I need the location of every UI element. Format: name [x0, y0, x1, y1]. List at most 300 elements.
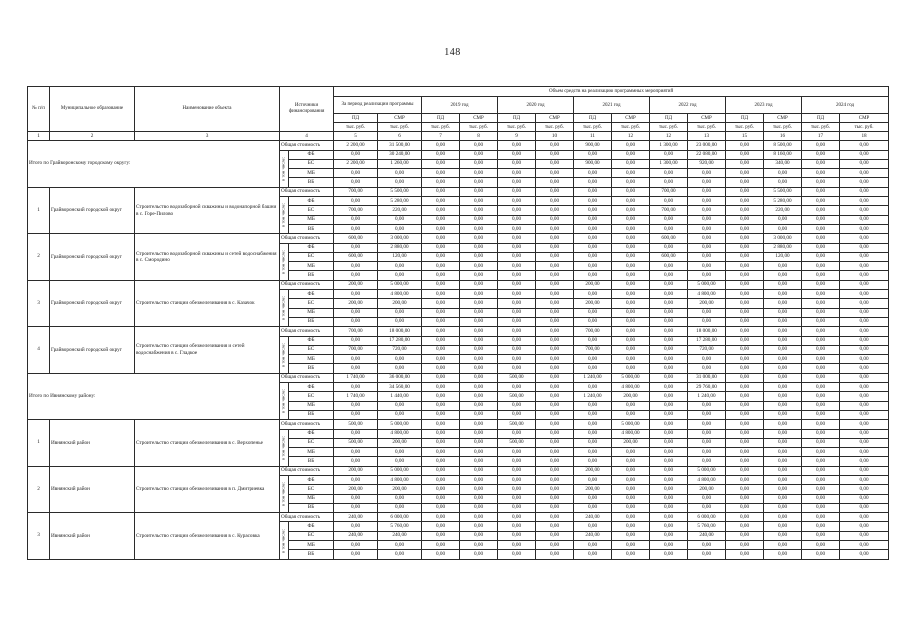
including-label — [280, 150, 289, 187]
value-cell: 0,00 — [536, 401, 574, 410]
value-cell: 0,00 — [840, 271, 889, 280]
value-cell: 0,00 — [726, 243, 764, 252]
value-cell: 0,00 — [378, 262, 422, 271]
value-cell: 0,00 — [802, 364, 840, 373]
value-cell: 23 000,00 — [688, 141, 726, 150]
value-cell: 0,00 — [422, 178, 460, 187]
header-unit: тыс. руб. — [498, 123, 536, 132]
value-cell: 0,00 — [612, 159, 650, 168]
value-cell: 0,00 — [498, 327, 536, 336]
value-cell: 0,00 — [726, 401, 764, 410]
value-cell: 720,00 — [378, 345, 422, 354]
value-cell: 0,00 — [726, 197, 764, 206]
value-cell: 0,00 — [840, 159, 889, 168]
value-cell: 0,00 — [422, 290, 460, 299]
value-cell: 700,00 — [650, 206, 688, 215]
value-cell: 0,00 — [688, 234, 726, 243]
value-cell: 1 740,00 — [334, 392, 378, 401]
value-cell: 0,00 — [650, 541, 688, 550]
value-cell: 0,00 — [422, 401, 460, 410]
value-cell: 0,00 — [840, 243, 889, 252]
value-cell: 0,00 — [536, 299, 574, 308]
value-cell: 4 800,00 — [378, 290, 422, 299]
value-cell: 200,00 — [574, 299, 612, 308]
value-cell: 0,00 — [612, 513, 650, 522]
value-cell: 8 160,00 — [764, 150, 802, 159]
including-label-text: в том числе: — [280, 528, 286, 553]
value-cell: 0,00 — [498, 178, 536, 187]
value-cell: 0,00 — [460, 169, 498, 178]
source-vb: ВБ — [289, 317, 334, 326]
value-cell: 700,00 — [334, 187, 378, 196]
value-cell: 0,00 — [460, 336, 498, 345]
value-cell: 0,00 — [688, 262, 726, 271]
source-vb: ВБ — [289, 410, 334, 419]
value-cell: 0,00 — [802, 141, 840, 150]
value-cell: 0,00 — [536, 503, 574, 512]
source-mb: МБ — [289, 401, 334, 410]
value-cell: 0,00 — [378, 178, 422, 187]
value-cell: 0,00 — [422, 224, 460, 233]
value-cell: 0,00 — [536, 383, 574, 392]
value-cell: 0,00 — [422, 392, 460, 401]
value-cell: 0,00 — [536, 457, 574, 466]
value-cell: 0,00 — [498, 448, 536, 457]
source-mb: МБ — [289, 448, 334, 457]
value-cell: 0,00 — [612, 401, 650, 410]
header-year-2019: 2019 год — [422, 97, 498, 114]
value-cell: 0,00 — [574, 308, 612, 317]
including-label — [280, 197, 289, 234]
header-source: Источники финансирования — [280, 87, 334, 132]
value-cell: 8 500,00 — [764, 141, 802, 150]
header-pd: ПД — [574, 114, 612, 123]
value-cell: 0,00 — [764, 531, 802, 540]
value-cell: 340,00 — [764, 159, 802, 168]
value-cell: 0,00 — [726, 550, 764, 559]
value-cell: 0,00 — [764, 485, 802, 494]
value-cell: 0,00 — [378, 355, 422, 364]
page-number: 148 — [444, 47, 461, 58]
value-cell: 0,00 — [764, 355, 802, 364]
value-cell: 0,00 — [650, 531, 688, 540]
source-mb: МБ — [289, 215, 334, 224]
value-cell: 0,00 — [536, 513, 574, 522]
value-cell: 0,00 — [840, 150, 889, 159]
column-number: 12 — [650, 132, 688, 141]
value-cell: 0,00 — [334, 401, 378, 410]
value-cell: 0,00 — [688, 252, 726, 261]
value-cell: 0,00 — [334, 355, 378, 364]
header-unit: тыс. руб. — [460, 123, 498, 132]
value-cell: 0,00 — [650, 522, 688, 531]
value-cell: 0,00 — [764, 383, 802, 392]
value-cell: 0,00 — [612, 317, 650, 326]
value-cell: 4 800,00 — [378, 475, 422, 484]
including-label-text: в том числе: — [280, 389, 286, 414]
value-cell: 0,00 — [688, 197, 726, 206]
value-cell: 240,00 — [574, 531, 612, 540]
value-cell: 120,00 — [764, 252, 802, 261]
value-cell: 0,00 — [764, 262, 802, 271]
value-cell: 0,00 — [536, 410, 574, 419]
value-cell: 0,00 — [764, 336, 802, 345]
value-cell: 0,00 — [802, 290, 840, 299]
value-cell: 220,00 — [764, 206, 802, 215]
value-cell: 0,00 — [422, 485, 460, 494]
value-cell: 0,00 — [612, 197, 650, 206]
municipality-name: Ивнянский район — [50, 420, 135, 466]
value-cell: 0,00 — [726, 475, 764, 484]
value-cell: 0,00 — [498, 206, 536, 215]
row-index: 1 — [28, 187, 50, 233]
source-fb: ФБ — [289, 475, 334, 484]
value-cell: 0,00 — [764, 494, 802, 503]
value-cell: 0,00 — [498, 466, 536, 475]
value-cell: 0,00 — [840, 503, 889, 512]
column-number: 6 — [378, 132, 422, 141]
value-cell: 0,00 — [612, 178, 650, 187]
value-cell: 0,00 — [334, 336, 378, 345]
value-cell: 0,00 — [422, 197, 460, 206]
column-numbers-row — [28, 132, 889, 141]
value-cell: 0,00 — [840, 466, 889, 475]
value-cell: 0,00 — [536, 252, 574, 261]
value-cell: 0,00 — [802, 169, 840, 178]
value-cell: 0,00 — [802, 410, 840, 419]
value-cell: 1 740,00 — [334, 373, 378, 382]
value-cell: 700,00 — [574, 327, 612, 336]
value-cell: 0,00 — [802, 159, 840, 168]
including-label-text: в том числе: — [280, 296, 286, 321]
value-cell: 0,00 — [498, 475, 536, 484]
value-cell: 0,00 — [840, 345, 889, 354]
value-cell: 0,00 — [764, 392, 802, 401]
value-cell: 0,00 — [764, 345, 802, 354]
value-cell: 3 000,00 — [378, 234, 422, 243]
value-cell: 200,00 — [574, 466, 612, 475]
value-cell: 0,00 — [840, 252, 889, 261]
header-num: № п/п — [28, 87, 50, 132]
value-cell: 0,00 — [650, 197, 688, 206]
value-cell: 0,00 — [536, 494, 574, 503]
including-label-text: в том числе: — [280, 249, 286, 274]
value-cell: 0,00 — [688, 355, 726, 364]
value-cell: 0,00 — [726, 234, 764, 243]
value-cell: 0,00 — [498, 485, 536, 494]
value-cell: 0,00 — [726, 485, 764, 494]
value-cell: 0,00 — [840, 550, 889, 559]
header-unit: тыс. руб. — [726, 123, 764, 132]
value-cell: 0,00 — [334, 178, 378, 187]
value-cell: 0,00 — [536, 243, 574, 252]
header-funds: Объем средств на реализацию программных мероприятий — [334, 87, 889, 97]
value-cell: 0,00 — [802, 466, 840, 475]
value-cell: 0,00 — [840, 410, 889, 419]
value-cell: 0,00 — [574, 429, 612, 438]
value-cell: 0,00 — [688, 206, 726, 215]
value-cell: 0,00 — [802, 373, 840, 382]
value-cell: 0,00 — [840, 327, 889, 336]
value-cell: 0,00 — [650, 271, 688, 280]
value-cell: 0,00 — [764, 290, 802, 299]
value-cell: 5 280,00 — [764, 197, 802, 206]
value-cell: 0,00 — [726, 503, 764, 512]
value-cell: 0,00 — [764, 475, 802, 484]
value-cell: 0,00 — [422, 327, 460, 336]
value-cell: 0,00 — [422, 448, 460, 457]
including-label — [280, 336, 289, 373]
value-cell: 0,00 — [840, 475, 889, 484]
value-cell: 0,00 — [574, 541, 612, 550]
value-cell: 0,00 — [536, 531, 574, 540]
source-total-cost: Общая стоимость — [280, 234, 334, 243]
value-cell: 0,00 — [422, 522, 460, 531]
value-cell: 0,00 — [536, 392, 574, 401]
value-cell: 0,00 — [688, 494, 726, 503]
value-cell: 0,00 — [650, 438, 688, 447]
value-cell: 920,00 — [688, 159, 726, 168]
value-cell: 0,00 — [422, 355, 460, 364]
header-year-2024: 2024 год — [802, 97, 889, 114]
value-cell: 0,00 — [612, 243, 650, 252]
value-cell: 0,00 — [574, 290, 612, 299]
value-cell: 0,00 — [498, 457, 536, 466]
value-cell: 0,00 — [650, 550, 688, 559]
value-cell: 0,00 — [536, 448, 574, 457]
value-cell: 0,00 — [650, 280, 688, 289]
value-cell: 0,00 — [422, 345, 460, 354]
value-cell: 0,00 — [460, 150, 498, 159]
value-cell: 0,00 — [378, 364, 422, 373]
value-cell: 0,00 — [378, 317, 422, 326]
value-cell: 0,00 — [802, 150, 840, 159]
value-cell: 0,00 — [460, 299, 498, 308]
source-vb: ВБ — [289, 271, 334, 280]
value-cell: 0,00 — [422, 159, 460, 168]
header-unit: тыс. руб. — [688, 123, 726, 132]
value-cell: 0,00 — [378, 503, 422, 512]
value-cell: 0,00 — [378, 448, 422, 457]
value-cell: 0,00 — [612, 252, 650, 261]
value-cell: 0,00 — [840, 290, 889, 299]
value-cell: 0,00 — [422, 541, 460, 550]
value-cell: 0,00 — [498, 271, 536, 280]
value-cell: 0,00 — [574, 401, 612, 410]
value-cell: 0,00 — [536, 485, 574, 494]
municipality-name: Грайворонский городской округ — [50, 234, 135, 280]
value-cell: 0,00 — [536, 466, 574, 475]
value-cell: 0,00 — [574, 262, 612, 271]
value-cell: 0,00 — [536, 187, 574, 196]
value-cell: 1 260,00 — [378, 159, 422, 168]
value-cell: 0,00 — [612, 485, 650, 494]
budget-table-wrap — [27, 86, 874, 560]
value-cell: 0,00 — [726, 494, 764, 503]
value-cell: 0,00 — [726, 392, 764, 401]
value-cell: 0,00 — [802, 503, 840, 512]
column-number: 8 — [460, 132, 498, 141]
value-cell: 0,00 — [460, 317, 498, 326]
source-mb: МБ — [289, 494, 334, 503]
value-cell: 0,00 — [574, 457, 612, 466]
object-name: Строительство станции обезжелезивания в с. Верхопенье — [135, 420, 280, 466]
value-cell: 1 240,00 — [688, 392, 726, 401]
value-cell: 4 800,00 — [688, 475, 726, 484]
value-cell: 0,00 — [422, 252, 460, 261]
column-number: 12 — [612, 132, 650, 141]
value-cell: 240,00 — [334, 513, 378, 522]
value-cell: 30 240,00 — [378, 150, 422, 159]
value-cell: 720,00 — [688, 345, 726, 354]
value-cell: 0,00 — [612, 522, 650, 531]
value-cell: 0,00 — [650, 392, 688, 401]
source-fb: ФБ — [289, 383, 334, 392]
value-cell: 0,00 — [378, 494, 422, 503]
value-cell: 0,00 — [378, 541, 422, 550]
value-cell: 700,00 — [334, 327, 378, 336]
value-cell: 0,00 — [802, 224, 840, 233]
value-cell: 0,00 — [378, 308, 422, 317]
including-label-text: в том числе: — [280, 203, 286, 228]
value-cell: 0,00 — [840, 373, 889, 382]
value-cell: 0,00 — [334, 494, 378, 503]
value-cell: 0,00 — [840, 317, 889, 326]
value-cell: 18 000,00 — [688, 327, 726, 336]
source-bs: БС — [289, 438, 334, 447]
value-cell: 0,00 — [764, 541, 802, 550]
column-number: 17 — [802, 132, 840, 141]
value-cell: 0,00 — [422, 243, 460, 252]
table-row — [28, 280, 889, 289]
value-cell: 0,00 — [840, 187, 889, 196]
value-cell: 0,00 — [422, 438, 460, 447]
value-cell: 200,00 — [688, 485, 726, 494]
value-cell: 0,00 — [688, 401, 726, 410]
value-cell: 0,00 — [802, 317, 840, 326]
source-mb: МБ — [289, 308, 334, 317]
value-cell: 0,00 — [726, 299, 764, 308]
value-cell: 0,00 — [498, 355, 536, 364]
value-cell: 0,00 — [334, 243, 378, 252]
value-cell: 0,00 — [498, 401, 536, 410]
value-cell: 0,00 — [726, 383, 764, 392]
value-cell: 0,00 — [802, 299, 840, 308]
value-cell: 200,00 — [334, 485, 378, 494]
value-cell: 200,00 — [574, 485, 612, 494]
source-bs: БС — [289, 252, 334, 261]
value-cell: 0,00 — [498, 550, 536, 559]
value-cell: 0,00 — [612, 475, 650, 484]
value-cell: 0,00 — [612, 206, 650, 215]
value-cell: 0,00 — [536, 308, 574, 317]
source-fb: ФБ — [289, 197, 334, 206]
value-cell: 0,00 — [574, 383, 612, 392]
header-unit: тыс. руб. — [422, 123, 460, 132]
value-cell: 0,00 — [378, 550, 422, 559]
value-cell: 0,00 — [334, 541, 378, 550]
column-number: 13 — [688, 132, 726, 141]
source-fb: ФБ — [289, 243, 334, 252]
value-cell: 0,00 — [498, 150, 536, 159]
value-cell: 0,00 — [764, 466, 802, 475]
value-cell: 0,00 — [334, 262, 378, 271]
value-cell: 0,00 — [612, 215, 650, 224]
value-cell: 0,00 — [334, 215, 378, 224]
including-label-text: в том числе: — [280, 342, 286, 367]
value-cell: 0,00 — [612, 308, 650, 317]
header-smr: СМР — [764, 114, 802, 123]
value-cell: 240,00 — [334, 531, 378, 540]
value-cell: 0,00 — [334, 448, 378, 457]
value-cell: 0,00 — [764, 410, 802, 419]
value-cell: 0,00 — [726, 410, 764, 419]
column-number: 10 — [536, 132, 574, 141]
value-cell: 0,00 — [498, 234, 536, 243]
value-cell: 0,00 — [460, 410, 498, 419]
value-cell: 0,00 — [650, 373, 688, 382]
value-cell: 0,00 — [840, 224, 889, 233]
value-cell: 0,00 — [460, 271, 498, 280]
value-cell: 0,00 — [460, 438, 498, 447]
column-number: 2 — [50, 132, 135, 141]
value-cell: 0,00 — [498, 410, 536, 419]
header-pd: ПД — [726, 114, 764, 123]
value-cell: 0,00 — [460, 280, 498, 289]
value-cell: 0,00 — [334, 410, 378, 419]
value-cell: 0,00 — [802, 541, 840, 550]
value-cell: 0,00 — [378, 401, 422, 410]
value-cell: 17 280,00 — [688, 336, 726, 345]
header-municipality: Муниципальное образование — [50, 87, 135, 132]
value-cell: 0,00 — [726, 522, 764, 531]
value-cell: 0,00 — [840, 280, 889, 289]
value-cell: 200,00 — [334, 466, 378, 475]
value-cell: 0,00 — [334, 197, 378, 206]
value-cell: 0,00 — [612, 262, 650, 271]
value-cell: 0,00 — [460, 522, 498, 531]
value-cell: 0,00 — [574, 197, 612, 206]
value-cell: 0,00 — [802, 215, 840, 224]
total-row — [28, 373, 889, 382]
value-cell: 0,00 — [764, 308, 802, 317]
header-year-2021: 2021 год — [574, 97, 650, 114]
value-cell: 0,00 — [688, 317, 726, 326]
value-cell: 0,00 — [498, 169, 536, 178]
value-cell: 0,00 — [688, 187, 726, 196]
value-cell: 0,00 — [802, 420, 840, 429]
header-unit: тыс. руб. — [840, 123, 889, 132]
value-cell: 0,00 — [574, 438, 612, 447]
value-cell: 0,00 — [650, 224, 688, 233]
value-cell: 0,00 — [334, 169, 378, 178]
value-cell: 0,00 — [612, 336, 650, 345]
value-cell: 0,00 — [688, 448, 726, 457]
value-cell: 29 760,00 — [688, 383, 726, 392]
value-cell: 700,00 — [650, 187, 688, 196]
object-name: Строительство станции обезжелезивания в п. Дмитриевка — [135, 466, 280, 512]
source-fb: ФБ — [289, 290, 334, 299]
value-cell: 0,00 — [650, 503, 688, 512]
value-cell: 0,00 — [840, 513, 889, 522]
value-cell: 0,00 — [802, 401, 840, 410]
value-cell: 0,00 — [650, 457, 688, 466]
value-cell: 0,00 — [498, 280, 536, 289]
value-cell: 0,00 — [422, 457, 460, 466]
value-cell: 700,00 — [334, 206, 378, 215]
value-cell: 0,00 — [802, 206, 840, 215]
value-cell: 0,00 — [536, 336, 574, 345]
